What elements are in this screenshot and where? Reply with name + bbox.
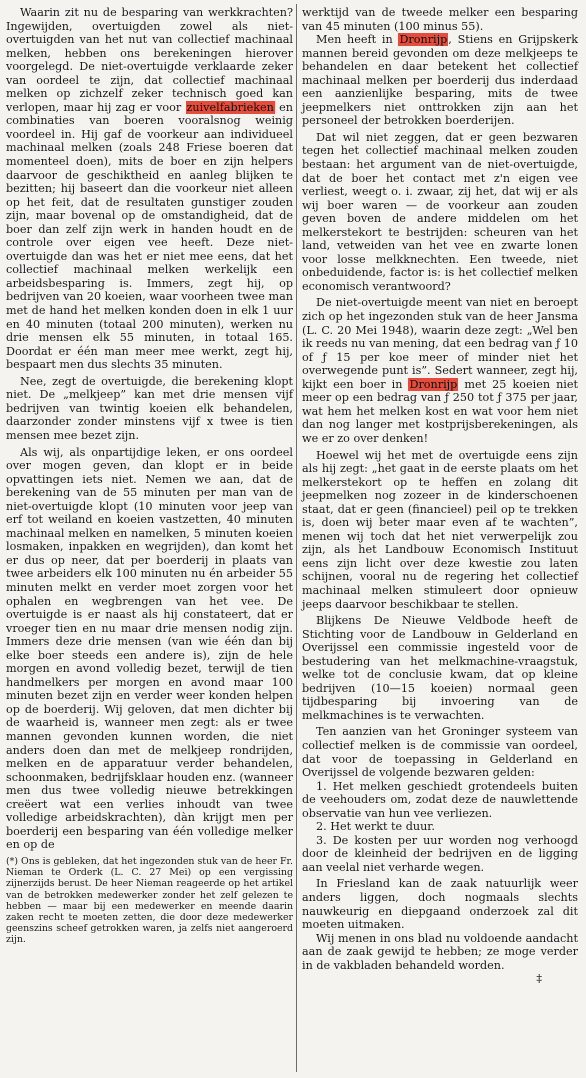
paragraph: Nee, zegt de overtuigde, die berekening klopt niet. De „melkjeep” kan met drie mensen vijf bedrijven van twintig koeien elk behandelen, daarzonder zonder minstens vijf x twee is tien mensen mee bezet zijn. [6, 374, 293, 442]
list-item: 1. Het melken geschiedt grotendeels buiten de veehouders om, zodat deze de nauwlettende observatie van hun vee verliezen. [302, 779, 578, 820]
highlighted-term: zuivelfabrieken [186, 100, 274, 114]
highlighted-term: Dronrijp [399, 33, 448, 47]
paragraph: werktijd van de tweede melker een besparing van 45 minuten (100 minus 55). [302, 6, 578, 33]
paragraph: In Friesland kan de zaak natuurlijk weer anders liggen, doch nogmaals slechts nauwkeurig en diepgaand onderzoek zal dit moeten uitmaken. [302, 877, 578, 932]
text-run: Waarin zit nu de besparing van werkkrachten? Ingewijden, overtuigden zowel als niet-overtuigden van het nut van collectief machinaal melken, hebben ons berekeningen hierover voorgelegd. De niet-overtuigde verklaarde zeker van oordeel te zijn, dat collectief machinaal melken op zichzelf zeker technisch goed kan verlopen, maar hij zag er voor [6, 6, 293, 114]
list-item: 3. De kosten per uur worden nog verhoogd door de kleinheid der bedrijven en de ligging aan veelal niet verharde wegen. [302, 833, 578, 874]
column-divider [296, 4, 297, 1072]
right-column [302, 6, 578, 986]
paragraph: Dat wil niet zeggen, dat er geen bezwaren tegen het collectief machinaal melken zouden bestaan: het argument van de niet-overtuigde, dat de boer het contact met z'n eigen vee verliest, weegt o. i. zwaar, zij het, dat wij er als wij boer waren — de voorkeur aan zouden geven boven de andere middelen om het melkerstekort te bestrijden: scheuren van het land, vetweiden van het vee en zwarte lonen voor losse melkknechten. Een tweede, niet onbeduidende, factor is: is het collectief melken economisch verantwoord? [302, 130, 578, 293]
end-mark: ‡ [536, 972, 542, 986]
text-run: Men heeft in [316, 33, 399, 47]
text-run: en combinaties van boeren vooralsnog weinig voordeel in. Hij gaf de voorkeur aan individueel machinaal melken (zoals 248 Friese boeren dat momenteel doen), mits de boer en zijn helpers daarvoor de geschiktheid en aanleg blijken te bezitten; hij baseert dan die voorkeur niet alleen op het feit, dat de resultaten gunstiger zouden zijn, maar bovenal op de omstandigheid, dat de boer dan zelf zijn werk in handen houdt en de controle over eigen vee heeft. Deze niet-overtuigde dan was het er niet mee eens, dat het collectief machinaal melken werkelijk een arbeidsbesparing is. Immers, zegt hij, op bedrijven van 20 koeien, waar voorheen twee man met de hand het melken konden doen in elk 1 uur en 40 minuten (totaal 200 minuten), werken nu drie mensen elk 55 minuten, in totaal 165. Doordat er één man meer mee werkt, zegt hij, bespaart men dus slechts 35 minuten. [6, 100, 293, 372]
paragraph [302, 296, 578, 445]
paragraph: Als wij, als onpartijdige leken, er ons oordeel over mogen geven, dan klopt er in beide opvattingen iets niet. Nemen we aan, dat de berekening van de 55 minuten per man van de niet-overtuigde klopt (10 minuten voor jeep van erf tot weiland en koeien vastzetten, 40 minuten machinaal melken en namelken, 5 minuten koeien losmaken, inpakken en wegrijden), dan komt het er dus op neer, dat per boerderij in plaats van twee arbeiders elk 100 minuten nu én arbeider 55 minuten melkt en verder moet zorgen voor het ophalen en wegbrengen van het vee. De overtuigde is er naast als hij constateert, dat er vroeger tien en nu maar drie mensen nodig zijn. Immers deze drie mensen (van wie één dan bij elke boer steeds een andere is), zijn de hele morgen en avond volledig bezet, terwijl de tien handmelkers per morgen en avond maar 100 minuten bezet zijn en verder weer konden helpen op de boerderij. Wij geloven, dat men dichter bij de waarheid is, wanneer men zegt: als er twee mannen gevonden kunnen worden, die niet anders doen dan met de melkjeep rondrijden, melken en de apparatuur verder behandelen, schoonmaken, bedrijfsklaar houden enz. (wanneer men dus twee volledig nieuwe betrekkingen creëert wat een verlies inhoudt van twee volledige arbeidskrachten), dàn krijgt men per boerderij een besparing van één volledige melker en op de [6, 445, 293, 852]
text-run: , Stiens en Grijpskerk mannen bereid gevonden om deze melkjeeps te behandelen en daar betekent het collectief machinaal melken per boerderij dus inderdaad een aanzienlijke besparing, mits de twee jeepmelkers niet onttrokken zijn aan het personeel der betrokken boerderijen. [302, 33, 578, 128]
paragraph: Wij menen in ons blad nu voldoende aandacht aan de zaak gewijd te hebben; ze moge verder in de vakbladen behandeld worden. [302, 931, 578, 972]
paragraph: Blijkens De Nieuwe Veldbode heeft de Stichting voor de Landbouw in Gelderland en Overijssel een commissie ingesteld voor de bestudering van het melkmachine-vraagstuk, welke tot de conclusie kwam, dat op kleine bedrijven (10—15 koeien) normaal geen tijdbesparing bij invoering van de melkmachines is te verwachten. [302, 614, 578, 722]
highlighted-term: Dronrijp [409, 377, 458, 391]
text-run: De niet-overtuigde meent van niet en beroept zich op het ingezonden stuk van de heer Jansma (L. C. 20 Mei 1948), waarin deze zegt: „Wel ben ik reeds nu van mening, dat een bedrag van ƒ 10 of ƒ 15 per koe meer of minder niet het overwegende punt is”. Sedert wanneer, zegt hij, kijkt een boer in [302, 296, 578, 391]
footnote: (*) Ons is gebleken, dat het ingezonden stuk van de heer Fr. Nieman te Orderk (L. C. 27 Mei) op een vergissing zijnerzijds berust. De heer Nieman reageerde op het artikel van de betrokken medewerker zonder het zelf gelezen te hebben — maar bij een medewerker en meende daarin zaken recht te moeten zetten, die door deze medewerker geenszins scheef getrokken waren, ja zelfs niet aangeroerd zijn. [6, 855, 293, 946]
paragraph [302, 33, 578, 128]
text-run: met 25 koeien niet meer op een bedrag van ƒ 250 tot ƒ 375 per jaar, wat hem het melken kost en wat voor hem niet dan nog langer met kostprijsberekeningen, als we er zo over denken! [302, 377, 578, 445]
paragraph: Ten aanzien van het Groninger systeem van collectief melken is de commissie van oordeel, dat voor de toepassing in Gelderland en Overijssel de volgende bezwaren gelden: [302, 725, 578, 780]
paragraph [6, 6, 293, 372]
left-column [6, 6, 293, 946]
list-item: 2. Het werkt te duur. [316, 820, 435, 834]
paragraph: Hoewel wij het met de overtuigde eens zijn als hij zegt: „het gaat in de eerste plaats om het melkerstekort op te heffen en zolang dit jeepmelken nog zozeer in de kinderschoenen staat, dat er geen (financieel) peil op te trekken is, doen wij beter maar even af te wachten”, menen wij toch dat het niet verwerpelijk zou zijn, als het Landbouw Economisch Instituut eens zijn licht over deze kwestie zou laten schijnen, vooral nu de regering het collectief machinaal melken stimuleert door opnieuw jeeps daarvoor beschikbaar te stellen. [302, 448, 578, 611]
